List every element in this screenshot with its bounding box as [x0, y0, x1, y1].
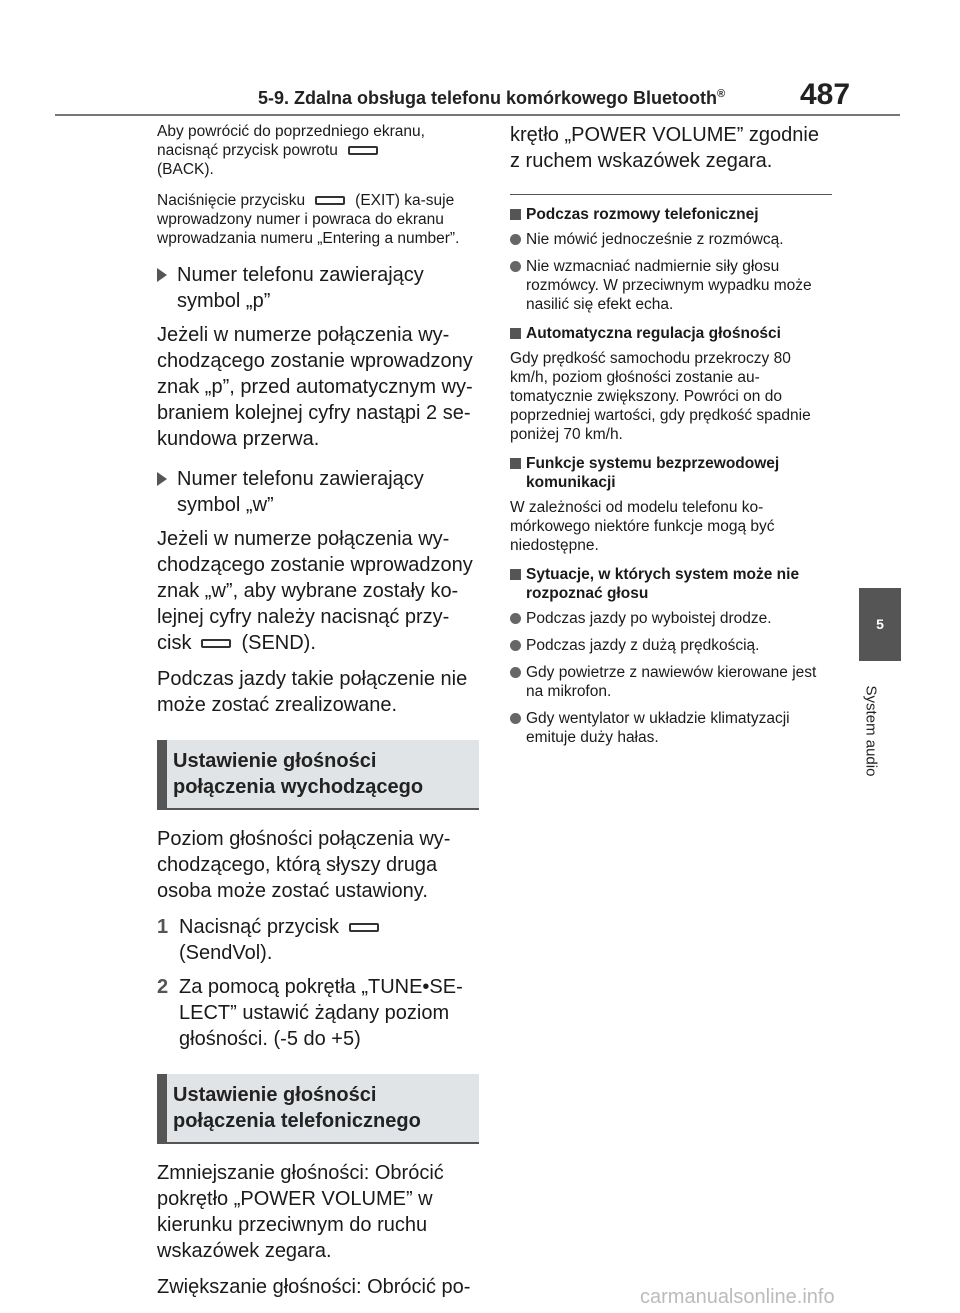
square-bullet-icon	[510, 569, 521, 580]
driving-paragraph: Podczas jazdy takie połączenie nie może zostać zrealizowane.	[157, 668, 468, 716]
outgoing-volume-paragraph: Poziom głośności połączenia wy-chodzącego, którą słyszy druga osoba może zostać ustawiony.	[157, 828, 451, 902]
arrow-icon	[157, 472, 167, 486]
round-bullet-icon	[510, 613, 521, 624]
increase-volume-paragraph: Zwiększanie głośności: Obrócić po-	[157, 1276, 471, 1298]
list-item: Podczas jazdy z dużą prędkością.	[510, 636, 832, 655]
chapter-number: 5	[876, 616, 884, 632]
round-bullet-icon	[510, 640, 521, 651]
note-heading-voice-recognition: Sytuacje, w których system może nie rozpoznać głosu	[510, 565, 832, 603]
header-title: 5-9. Zdalna obsługa telefonu komórkowego Bluetooth®	[258, 88, 726, 108]
decrease-volume-paragraph: Zmniejszanie głośności: Obrócić pokrętło „POWER VOLUME” w kierunku przeciwnym do ruchu wskazówek zegara.	[157, 1162, 444, 1262]
p-paragraph: Jeżeli w numerze połączenia wy-chodzącego zostanie wprowadzony znak „p”, przed automatycznym wy-braniem kolejnej cyfry nastąpi 2 se-kundowa przerwa.	[157, 324, 473, 450]
auto-volume-text: Gdy prędkość samochodu przekroczy 80 km/h, poziom głośności zostanie au-tomatycznie zwiększony. Powróci on do poprzedniej wartości, gdy prędkość spadnie poniżej 70 km/h.	[510, 350, 811, 443]
list-item: Nie wzmacniać nadmiernie siły głosu rozmówcy. W przeciwnym wypadku może nasilić się efekt echa.	[510, 257, 832, 314]
header-rule	[55, 114, 900, 116]
sendvol-button-icon	[349, 923, 379, 932]
round-bullet-icon	[510, 713, 521, 724]
exit-paragraph: Naciśnięcie przycisku (EXIT) ka-suje wprowadzony numer i powraca do ekranu wprowadzania numeru „Entering a number”.	[157, 192, 460, 247]
notes-rule	[510, 194, 832, 195]
note-heading-functions: Funkcje systemu bezprzewodowej komunikacji	[510, 454, 832, 492]
subheading-w: Numer telefonu zawierający symbol „w”	[157, 466, 479, 518]
list-item: Podczas jazdy po wyboistej drodze.	[510, 609, 832, 628]
back-button-icon	[348, 146, 378, 155]
step-1: 1 Nacisnąć przycisk(SendVol).	[157, 914, 479, 966]
round-bullet-icon	[510, 234, 521, 245]
list-item: Nie mówić jednocześnie z rozmówcą.	[510, 230, 832, 249]
right-column	[510, 122, 832, 755]
list-item: Gdy wentylator w układzie klimatyzacji emituje duży hałas.	[510, 709, 832, 747]
list-item: Gdy powietrze z nawiewów kierowane jest na mikrofon.	[510, 663, 832, 701]
functions-text: W zależności od modelu telefonu ko-mórkowego niektóre funkcje mogą być niedostępne.	[510, 499, 775, 554]
note-heading-auto-volume: Automatyczna regulacja głośności	[510, 324, 832, 343]
watermark: carmanualsonline.info	[640, 1286, 835, 1308]
subheading-p: Numer telefonu zawierający symbol „p”	[157, 262, 479, 314]
square-bullet-icon	[510, 328, 521, 339]
section-heading-outgoing-volume: Ustawienie głośności połączenia wychodzącego	[157, 740, 479, 810]
back-paragraph: Aby powrócić do poprzedniego ekranu, nacisnąć przycisk powrotu (BACK).	[157, 123, 425, 178]
round-bullet-icon	[510, 261, 521, 272]
w-paragraph: Jeżeli w numerze połączenia wy-chodzącego zostanie wprowadzony znak „w”, aby wybrane zostały ko-lejnej cyfry należy nacisnąć przy-cisk (SEND).	[157, 528, 473, 654]
page-number: 487	[800, 78, 851, 111]
send-button-icon	[201, 639, 231, 648]
exit-button-icon	[315, 196, 345, 205]
increase-volume-continued: krętło „POWER VOLUME” zgodnie z ruchem wskazówek zegara.	[510, 124, 819, 172]
chapter-label: System audio	[862, 685, 880, 777]
section-heading-call-volume: Ustawienie głośności połączenia telefonicznego	[157, 1074, 479, 1144]
round-bullet-icon	[510, 667, 521, 678]
step-2: 2 Za pomocą pokrętła „TUNE•SE-LECT” ustawić żądany poziom głośności. (-5 do +5)	[157, 976, 463, 1050]
square-bullet-icon	[510, 209, 521, 220]
arrow-icon	[157, 268, 167, 282]
chapter-tab	[859, 588, 901, 661]
note-heading-call: Podczas rozmowy telefonicznej	[510, 205, 832, 224]
left-column	[157, 122, 479, 1310]
square-bullet-icon	[510, 458, 521, 469]
